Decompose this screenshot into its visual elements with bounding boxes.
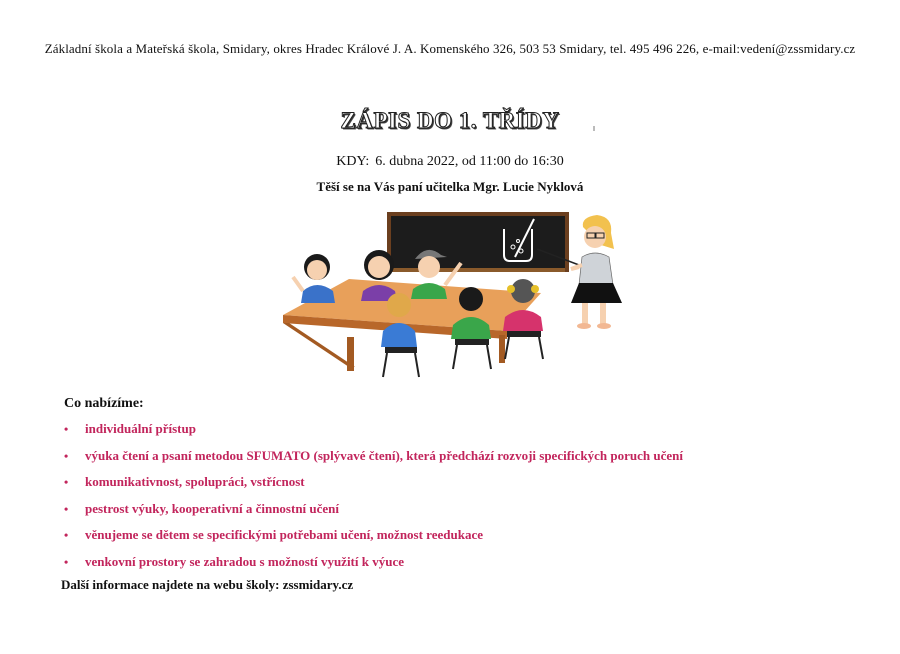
classroom-illustration xyxy=(279,207,631,379)
bullet-icon: • xyxy=(64,501,69,516)
bullet-icon: • xyxy=(64,475,69,489)
date-value: 6. dubna 2022, od 11:00 do 16:30 xyxy=(375,154,564,169)
list-item xyxy=(64,420,683,447)
date-line xyxy=(0,154,900,170)
offer-list xyxy=(64,420,683,579)
blackboard xyxy=(387,212,569,272)
list-item xyxy=(64,473,683,500)
teacher-line: Těší se na Vás paní učitelka Mgr. Lucie Nyklová xyxy=(316,179,584,194)
list-item xyxy=(64,447,683,474)
list-item-text: venkovní prostory se zahradou s možností využití k výuce xyxy=(85,553,404,569)
list-item xyxy=(64,553,683,580)
list-item-text: pestrost výuky, kooperativní a činnostní učení xyxy=(85,500,340,516)
scan-speck xyxy=(593,126,595,131)
teacher-figure xyxy=(571,215,622,329)
date-label: KDY: xyxy=(336,154,370,169)
bullet-icon: • xyxy=(64,422,69,436)
child-front-3 xyxy=(503,279,543,359)
list-item-text: výuka čtení a psaní metodou SFUMATO (splývavé čtení), která předchází rozvoji specifických poruch učení xyxy=(85,447,683,463)
footer-web-info: Další informace najdete na webu školy: zssmidary.cz xyxy=(61,577,354,592)
page-title: ZÁPIS DO 1. TŘÍDY xyxy=(340,108,560,133)
child-left xyxy=(293,254,335,303)
school-header: Základní škola a Mateřská škola, Smidary, okres Hradec Králové J. A. Komenského 326, 503 53 Smidary, tel. 495 496 226, e-mail:vedení@zssmidary.cz xyxy=(44,41,856,56)
list-item-text: individuální přístup xyxy=(85,421,196,436)
list-item xyxy=(64,500,683,527)
offer-heading: Co nabízíme: xyxy=(64,396,144,411)
child-girl xyxy=(361,250,397,301)
list-item-text: věnujeme se dětem se specifickými potřebami učení, možnost reedukace xyxy=(85,527,483,542)
bullet-icon: • xyxy=(64,448,69,463)
bullet-icon: • xyxy=(64,528,69,542)
bullet-icon: • xyxy=(64,554,69,569)
list-item xyxy=(64,526,683,553)
list-item-text: komunikativnost, spolupráci, vstřícnost xyxy=(85,474,305,489)
